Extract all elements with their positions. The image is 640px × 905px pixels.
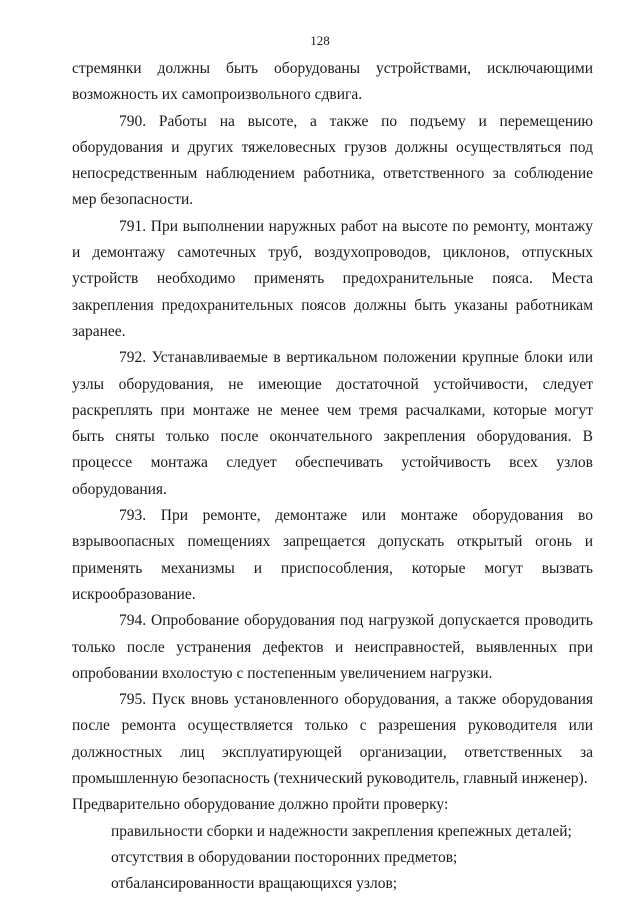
paragraph-793: 793. При ремонте, демонтаже или монтаже оборудования во взрывоопасных помещениях запрещается допускать открытый огонь и применять механизмы и приспособления, которые могут вызвать искрообразование. xyxy=(72,507,593,603)
paragraph-790: 790. Работы на высоте, а также по подъему и перемещению оборудования и других тяжеловесных грузов должны осуществляться под непосредственным наблюдением работника, ответственного за соблюдение мер безопасности. xyxy=(72,112,593,209)
paragraph-792: 792. Устанавливаемые в вертикальном положении крупные блоки или узлы оборудования, не имеющие достаточной устойчивости, следует раскреплять при монтаже не менее чем тремя расчалками, которые могут быть сняты только после окончательного закрепления оборудования. В процессе монтажа следует обеспечивать устойчивость всех узлов оборудования. xyxy=(72,349,593,498)
paragraph-791: 791. При выполнении наружных работ на высоте по ремонту, монтажу и демонтажу самотечных труб, воздухопроводов, циклонов, отпускных устройств необходимо применять предохранительные пояса. Места закрепления предохранительных поясов должны быть указаны работникам заранее. xyxy=(72,217,593,340)
paragraph-continuation: стремянки должны быть оборудованы устройствами, исключающими возможность их самопроизвольного сдвига. xyxy=(72,60,593,104)
paragraph-795: 795. Пуск вновь установленного оборудования, а также оборудования после ремонта осуществляется только с разрешения руководителя или должностных лиц эксплуатирующей организации, ответственных за промышленную безопасность (технический руководитель, главный инженер). xyxy=(72,691,593,788)
page-number: 128 xyxy=(310,33,330,48)
paragraph-795-intro: Предварительно оборудование должно пройти проверку: xyxy=(72,796,449,814)
checklist-item: отсутствия в оборудовании посторонних предметов; xyxy=(111,848,458,866)
checklist-item: отбалансированности вращающихся узлов; xyxy=(111,875,398,893)
paragraph-794: 794. Опробование оборудования под нагрузкой допускается проводить только после устранения дефектов и неисправностей, выявленных при опробовании вхолостую с постепенным увеличением нагрузки. xyxy=(72,612,593,682)
document-body xyxy=(72,56,593,898)
checklist-item: правильности сборки и надежности закрепления крепежных деталей; xyxy=(111,822,572,840)
